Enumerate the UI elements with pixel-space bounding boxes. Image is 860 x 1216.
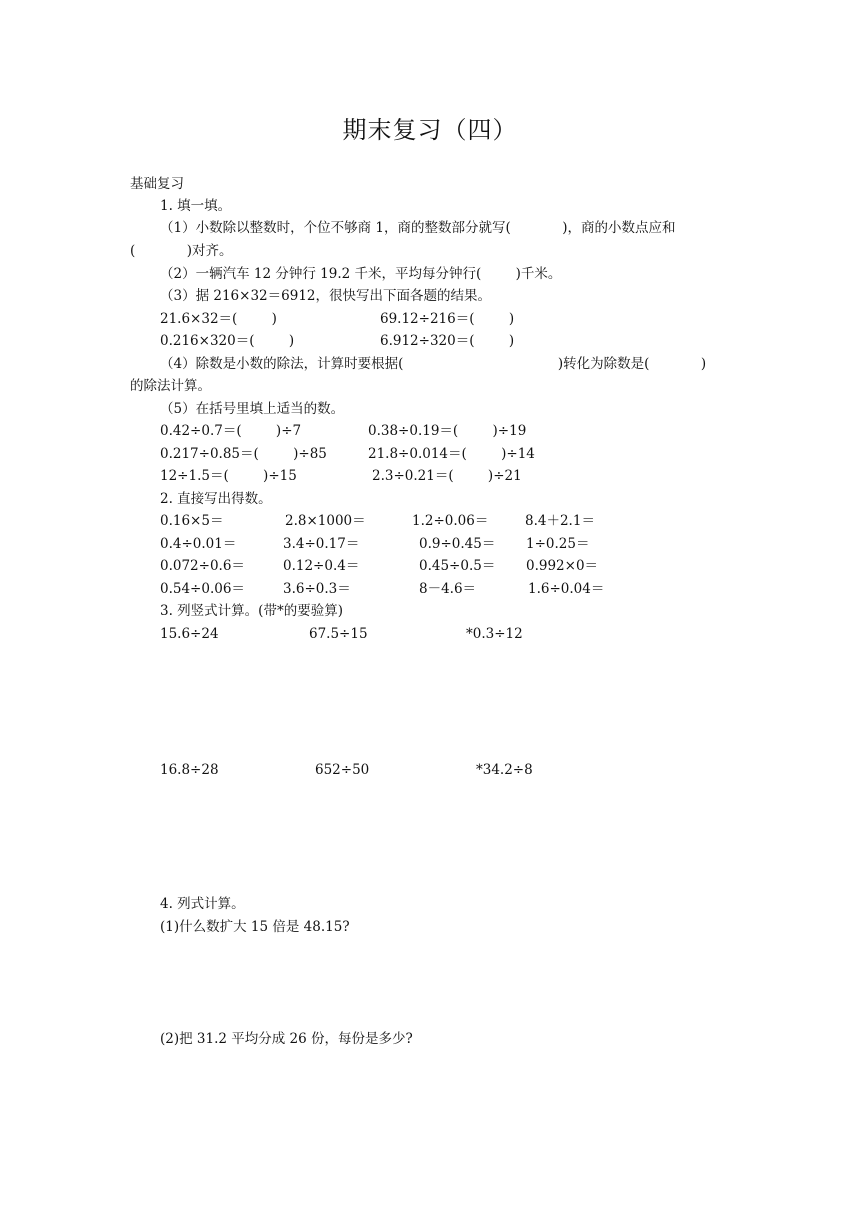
q3-heading: 3. 列竖式计算。(带*的要验算) xyxy=(160,603,343,619)
q1-part5-item: 12÷1.5＝( )÷15 xyxy=(160,468,297,484)
q2-item: 1.6÷0.04＝ xyxy=(528,581,605,597)
q1-part1-line1: （1）小数除以整数时，个位不够商 1，商的整数部分就写( )，商的小数点应和 xyxy=(160,220,676,236)
q1-part5-item: 0.42÷0.7＝( )÷7 xyxy=(160,423,302,439)
q3-item: 652÷50 xyxy=(315,762,370,778)
q2-item: 3.6÷0.3＝ xyxy=(283,581,351,597)
q2-item: 0.4÷0.01＝ xyxy=(160,536,237,552)
q1-part3: （3）据 216×32＝6912，很快写出下面各题的结果。 xyxy=(160,288,491,304)
q3-item: *0.3÷12 xyxy=(466,626,523,642)
q2-item: 3.4÷0.17＝ xyxy=(283,536,360,552)
q1-part3-item: 69.12÷216＝( ) xyxy=(380,311,515,327)
q1-part1-line2: ( )对齐。 xyxy=(130,243,233,259)
q2-item: 1.2÷0.06＝ xyxy=(412,513,489,529)
q1-part5-item: 2.3÷0.21＝( )÷21 xyxy=(372,468,522,484)
page-title: 期末复习（四） xyxy=(342,116,518,144)
q2-item: 0.9÷0.45＝ xyxy=(419,536,496,552)
q2-item: 1÷0.25＝ xyxy=(526,536,590,552)
q1-part5-item: 21.8÷0.014＝( )÷14 xyxy=(368,446,535,462)
q3-item: 67.5÷15 xyxy=(309,626,368,642)
q1-part3-item: 0.216×320＝( ) xyxy=(160,333,295,349)
q3-item: 16.8÷28 xyxy=(160,762,219,778)
section-heading: 基础复习 xyxy=(130,176,184,192)
q1-part4-line1: （4）除数是小数的除法，计算时要根据( )转化为除数是( ) xyxy=(160,356,707,372)
q2-item: 8－4.6＝ xyxy=(419,581,477,597)
q3-item: *34.2÷8 xyxy=(476,762,533,778)
q1-part3-item: 21.6×32＝( ) xyxy=(160,311,277,327)
q4-sub1: (1)什么数扩大 15 倍是 48.15? xyxy=(160,919,350,935)
q1-part5-item: 0.217÷0.85＝( )÷85 xyxy=(160,446,327,462)
q2-item: 0.072÷0.6＝ xyxy=(160,558,245,574)
q2-item: 2.8×1000＝ xyxy=(285,513,366,529)
q2-item: 0.992×0＝ xyxy=(526,558,599,574)
q1-part5: （5）在括号里填上适当的数。 xyxy=(160,401,345,417)
q1-part2: （2）一辆汽车 12 分钟行 19.2 千米，平均每分钟行( )千米。 xyxy=(160,266,562,282)
q3-item: 15.6÷24 xyxy=(160,626,219,642)
q2-heading: 2. 直接写出得数。 xyxy=(160,491,272,507)
q2-item: 0.54÷0.06＝ xyxy=(160,581,245,597)
q2-item: 0.45÷0.5＝ xyxy=(419,558,496,574)
q1-part5-item: 0.38÷0.19＝( )÷19 xyxy=(368,423,527,439)
q4-heading: 4. 列式计算。 xyxy=(160,896,245,912)
q2-item: 0.12÷0.4＝ xyxy=(283,558,360,574)
q4-sub2: (2)把 31.2 平均分成 26 份，每份是多少? xyxy=(160,1031,413,1047)
q2-item: 8.4＋2.1＝ xyxy=(525,513,595,529)
q2-item: 0.16×5＝ xyxy=(160,513,224,529)
q1-part4-line2: 的除法计算。 xyxy=(130,378,211,394)
q1-part3-item: 6.912÷320＝( ) xyxy=(380,333,515,349)
q1-heading: 1. 填一填。 xyxy=(160,198,232,214)
